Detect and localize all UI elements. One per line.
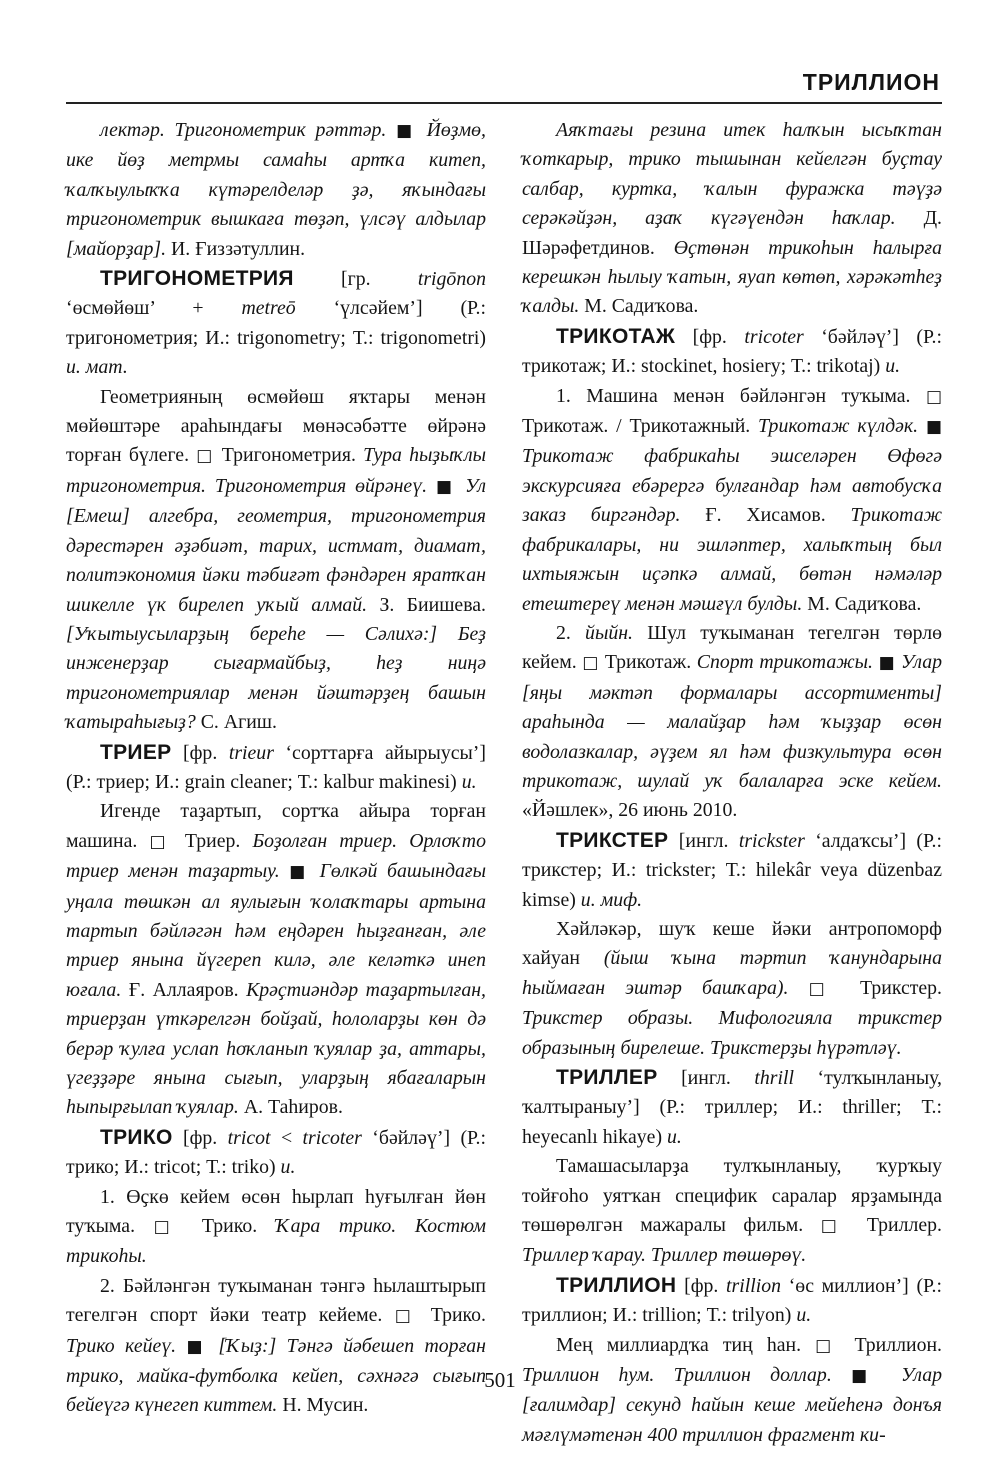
equivalent-marker-icon: □ <box>153 1217 184 1238</box>
text-run: [фр. <box>675 325 745 348</box>
text-run: Триллион. <box>840 1333 942 1356</box>
text-run: Трико. <box>183 1215 276 1238</box>
headword: ТРИКО <box>100 1125 173 1149</box>
text-run: Трико. <box>418 1304 486 1327</box>
italic-run: Ҡара трико. Костюм трикоһы. <box>66 1215 487 1268</box>
dictionary-entry-head <box>66 738 486 798</box>
dictionary-entry-head <box>522 1063 942 1152</box>
headword: ТРИЛЛЕР <box>556 1066 658 1089</box>
text-run: ‘алдаҡсы’] (Р.: трикстер; И.: trickster; Т.: hilekâr veya düzenbaz kimse) <box>522 829 942 911</box>
italic-run: Боҙолған триер. Орлоҡто триер менән таҙартыу. <box>66 829 486 883</box>
definition-paragraph <box>522 116 942 322</box>
definition-paragraph <box>66 383 486 738</box>
definition-paragraph <box>66 1183 486 1272</box>
text-run: Трикотаж. <box>599 651 697 674</box>
text-run: 2. <box>556 621 586 644</box>
text-run: «Йәшлек», 26 июнь 2010. <box>522 799 738 822</box>
text-run: ‘бәйләү’] (Р.: трикотаж; И.: stockinet, hosiery; Т.: trikotaj) <box>522 325 942 378</box>
italic-run: и. <box>796 1304 812 1327</box>
text-run: [фр. <box>171 741 229 764</box>
page-number: 501 <box>484 1368 516 1392</box>
text-run: Шул туҡыманан тегелгән төрлө кейем. <box>522 621 943 674</box>
italic-run: Трикотаж күлдәк. <box>758 415 926 438</box>
text-run: И. Ғиззәтуллин. <box>166 237 306 260</box>
text-run: Трикотаж. / Трикотажный. <box>522 415 759 438</box>
text-run: Н. Мусин. <box>277 1394 369 1417</box>
headword: ТРИЕР <box>100 740 172 764</box>
italic-run: Улар [яңы мәктәп формалары ассортименты] араһында — малайҙар һәм ҡыҙҙар өсөн водолазкалар, әүҙем ял һәм физкультура өсөн трикотаж, шулай уҡ балаларға эске кейем. <box>522 651 943 792</box>
italic-run: Трикотаж фабрикалары, ни эшләптер, халыҡтың был ихтыяжын иҫәпкә алмай, бөтән нәмәләр етештереү менән мәшғүл булды. <box>522 504 942 615</box>
italic-run: Спорт трикотажы. <box>696 651 879 674</box>
definition-paragraph <box>66 797 486 1122</box>
italic-run: и. мат. <box>66 356 128 379</box>
right-column <box>522 116 942 1450</box>
headword: ТРИГОНОМЕТРИЯ <box>100 267 294 291</box>
text-run: ‘өсмөйөш’ + <box>66 297 242 320</box>
definition-paragraph <box>522 619 942 826</box>
italic-run: и. <box>885 355 901 378</box>
italic-run: thrill <box>754 1067 794 1089</box>
text-run: Ғ. Аллаяров. <box>121 978 247 1001</box>
definition-paragraph <box>522 915 942 1063</box>
italic-run: Триллер ҡарау. Триллер төшөрөү. <box>522 1244 807 1267</box>
italic-run: и. миф. <box>580 888 643 911</box>
equivalent-marker-icon: □ <box>808 978 840 999</box>
definition-paragraph <box>522 1152 942 1271</box>
text-run: А. Таһиров. <box>238 1096 343 1119</box>
running-head <box>66 62 942 104</box>
equivalent-marker-icon: □ <box>582 653 600 674</box>
text-run: Ғ. Хисамов. <box>680 504 851 527</box>
text-run: С. Агиш. <box>195 711 277 734</box>
dictionary-entry-head <box>522 322 942 382</box>
definition-paragraph <box>66 1272 486 1421</box>
italic-run: tricot <box>227 1126 271 1149</box>
text-run: Д. Шәрәфетдинов. <box>522 207 943 259</box>
text-run: 1. Өҫкө кейем өсөн һырлап һуғылған йөн туҡыма. <box>66 1185 486 1238</box>
text-run: Тамашасыларҙа тулҡынланыу, ҡурҡыу тойғоһо уятҡан специфик саралар ярҙамында төшөрөлгән мажаралы фильм. <box>522 1155 942 1237</box>
text-run: ‘өс миллион’] (Р.: триллион; И.: trillion; Т.: trilyon) <box>522 1274 942 1327</box>
italic-run: Тура һыҙыҡлы тригонометрия. Тригонометрия өйрәнеү. <box>66 444 486 497</box>
example-marker-icon: ■ <box>186 1336 208 1357</box>
italic-run: Йөҙмө, ике йөҙ метрмы самаһы артҡа китеп, ҡалҡыулыҡҡа күтәрелделәр ҙә, яҡындағы тригонометрик вышкаға төҙәп, үлсәү алдылар [майорҙар]. <box>66 119 486 260</box>
italic-run: лектәр. Тригонометрик рәттәр. <box>100 119 397 141</box>
equivalent-marker-icon: □ <box>149 831 173 852</box>
italic-run: Ул [Емеш] алгебра, геометрия, тригонометрия дәрестәрен әҙәбиәт, тарих, истмат, диамат, политэкономия йәки тәбиғәт фәндәрен яратҡан шикелле үк бирелеп уҡый алмай. <box>66 474 486 616</box>
running-head-word: ТРИЛЛИОН <box>802 69 940 95</box>
text-run: [гр. <box>293 268 418 291</box>
text-run: М. Садиҡова. <box>802 592 922 615</box>
equivalent-marker-icon: □ <box>925 386 942 407</box>
italic-run: trickster <box>738 829 805 852</box>
dictionary-entry-head <box>66 1123 486 1183</box>
equivalent-marker-icon: □ <box>394 1306 419 1327</box>
italic-run: Улар [ғалимдар] секунд һайын кеше мейеһенә донъя мәғлүмәтенән 400 триллион фрагмент ки- <box>522 1364 943 1446</box>
italic-run: [Уҡытыусыларҙың береһе — Сәлихә:] Беҙ инженерҙар сығармайбыҙ, һеҙ ниңә тригонометриялар менән йәштәрҙең башын ҡатыраһығыҙ? <box>66 622 486 734</box>
italic-run: trieur <box>228 741 274 764</box>
italic-run: [Ҡыҙ:] Тәнгә йәбешеп торған трико, майка-футболка кейеп, сәхнәгә сығып бейеүгә күнегеп киттем. <box>66 1334 486 1417</box>
text-run: [ингл. <box>668 829 739 852</box>
italic-run: Аяҡтағы резина итек һалҡын ысыҡтан ҡоткарыр, трико тышынан кейелгән буҫтау салбар, куртка, ҡалын фуражка тәүҙә серәкәйҙән, аҙаҡ күгәүендән һаҡлар. <box>522 119 942 230</box>
text-run: З. Биишева. <box>367 593 487 616</box>
dictionary-entry-head <box>66 264 486 383</box>
equivalent-marker-icon: □ <box>820 1216 850 1237</box>
italic-run: tricoter <box>744 325 804 348</box>
text-run: [ингл. <box>657 1067 755 1089</box>
text-run: ‘бәйләү’] (Р.: трико; И.: tricot; Т.: triko) <box>66 1126 486 1179</box>
italic-run: Триллион һум. Триллион доллар. <box>522 1364 852 1387</box>
text-run: Геометрияның өсмөйөш яҡтары менән мөйөштәре араһындағы мөнәсәбәтте өйрәнә торған бүлеге. <box>66 385 486 467</box>
italic-run: и. <box>667 1125 682 1148</box>
example-marker-icon: ■ <box>925 417 942 438</box>
italic-run: Өҫтөнән трикоһын һалырға керешкән һылыу ҡатын, яуап көтөп, хәрәкәтһеҙ ҡалды. <box>522 236 942 318</box>
italic-run: trigōnon <box>417 268 486 291</box>
dictionary-entry-head <box>522 1271 942 1331</box>
definition-paragraph <box>66 116 486 264</box>
text-run: Мең миллиардҡа тиң һан. <box>556 1333 816 1356</box>
italic-run: Гөлкәй башындағы уңала төшкән ал яулығын ҡолаҡтары артына тартып бәйләгән һәм еңдәрен һыҙғанған, әле триер янына йүгереп килә, әле келәткә инеп юғала. <box>66 860 487 1001</box>
italic-run: Крәҫтиәндәр таҙартылған, триерҙан үткәрелгән бойҙай, һололарҙы көн дә берәр ҡулға услап һоҡланып ҡуялар ҙа, аттары, үгеҙҙәре янына сығып, уларҙың ябағаларын һыпырғылап ҡуялар. <box>66 978 486 1119</box>
text-run: Игенде таҙартып, сортҡа айыра торған машина. <box>66 800 486 852</box>
text-run: 1. Машина менән бәйләнгән туҡыма. <box>556 384 926 407</box>
italic-run: Трико кейеү. <box>66 1334 187 1357</box>
italic-run: trillion <box>726 1274 782 1297</box>
italic-run: йыйн. <box>585 621 633 644</box>
example-marker-icon: ■ <box>396 121 417 141</box>
example-marker-icon: ■ <box>289 862 311 883</box>
headword: ТРИЛЛИОН <box>556 1273 677 1297</box>
equivalent-marker-icon: □ <box>815 1335 841 1356</box>
italic-run: и. <box>280 1156 296 1179</box>
dictionary-entry-head <box>522 826 942 915</box>
example-marker-icon: ■ <box>878 653 896 674</box>
example-marker-icon: ■ <box>851 1366 882 1387</box>
left-column <box>66 116 486 1421</box>
text-run: ‘сорттарға айырыусы’] (Р.: триер; И.: grain cleaner; Т.: kalbur makinesi) <box>66 741 486 793</box>
text-run: Триллер. <box>849 1214 942 1237</box>
equivalent-marker-icon: □ <box>196 446 215 467</box>
text-run <box>788 977 808 999</box>
text-run: ‘тулҡынланыу, ҡалтыраныу’] (Р.: триллер; И.: thriller; Т.: heyecanlı hikaye) <box>522 1067 942 1148</box>
text-run: Тригонометрия. <box>214 444 364 467</box>
italic-run: metreō <box>241 297 296 320</box>
example-marker-icon: ■ <box>436 476 457 497</box>
text-run: < <box>270 1126 303 1149</box>
text-run: [фр. <box>676 1274 727 1297</box>
definition-paragraph <box>522 382 942 619</box>
text-run: Триер. <box>172 829 253 852</box>
italic-run: (йыш ҡына тәртип ҡанундарына һыймаған эштәр башҡара). <box>522 947 942 999</box>
italic-run: Трикстер образы. Мифологияла трикстер образының бирелеше. Трикстерҙы һүрәтләү. <box>522 1007 942 1059</box>
text-run: ‘үлсәйем’] (Р.: тригонометрия; И.: trigonometry; Т.: trigonometri) <box>66 297 487 349</box>
italic-run: tricoter <box>302 1126 362 1149</box>
headword: ТРИКСТЕР <box>556 828 669 852</box>
text-run: Хәйләкәр, шуҡ кеше йәки антропоморф хайуан <box>522 917 942 970</box>
text-run: М. Садиҡова. <box>579 295 699 318</box>
text-run: 2. Бәйләнгән туҡыманан тәнгә һылаштырып тегелгән спорт йәки театр кейеме. <box>66 1274 486 1327</box>
text-run: [фр. <box>172 1126 228 1149</box>
headword: ТРИКОТАЖ <box>556 324 676 348</box>
italic-run: Трикотаж фабрикаһы эшселәрен Өфөгә экскурсияға ебәрергә булғандар һәм автобусҡа заказ биргәндәр. <box>522 445 942 527</box>
italic-run: и. <box>461 770 477 793</box>
text-run: Трикстер. <box>839 976 942 999</box>
